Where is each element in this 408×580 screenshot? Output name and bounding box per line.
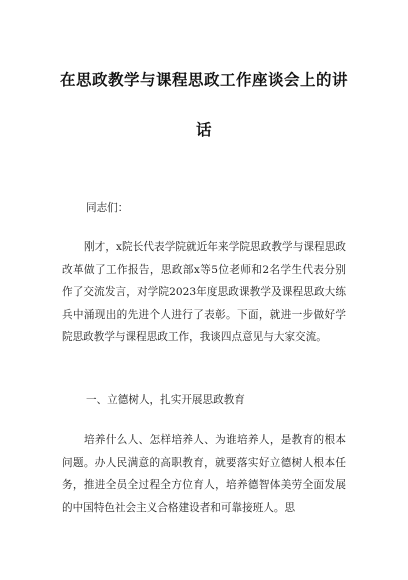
greeting: 同志们： [86, 202, 129, 214]
document-title-line-2: 话 [195, 121, 212, 139]
paragraph-2: 培养什么人、怎样培养人、为谁培养人，是教育的根本问题。办人民满意的高职教育，就要落实好立德树人根本任务，推进全员全过程全方位育人，培养德智体美劳全面发展的中国特色社会主义合格建设者和可靠接班人。思 [62, 434, 346, 514]
document-title-line-1: 在思政教学与课程思政工作座谈会上的讲 [59, 71, 348, 89]
paragraph-1: 刚才，x院长代表学院就近年来学院思政教学与课程思政改革做了工作报告，思政部x等5位老师和2名学生代表分别作了交流发言，对学院2023年度思政课教学及课程思政大练兵中涌现出的先进个人进行了表彰。下面，就进一步做好学院思政教学与课程思政工作，我谈四点意见与大家交流。 [62, 241, 346, 343]
section-heading: 一、立德树人，扎实开展思政教育 [86, 394, 245, 406]
